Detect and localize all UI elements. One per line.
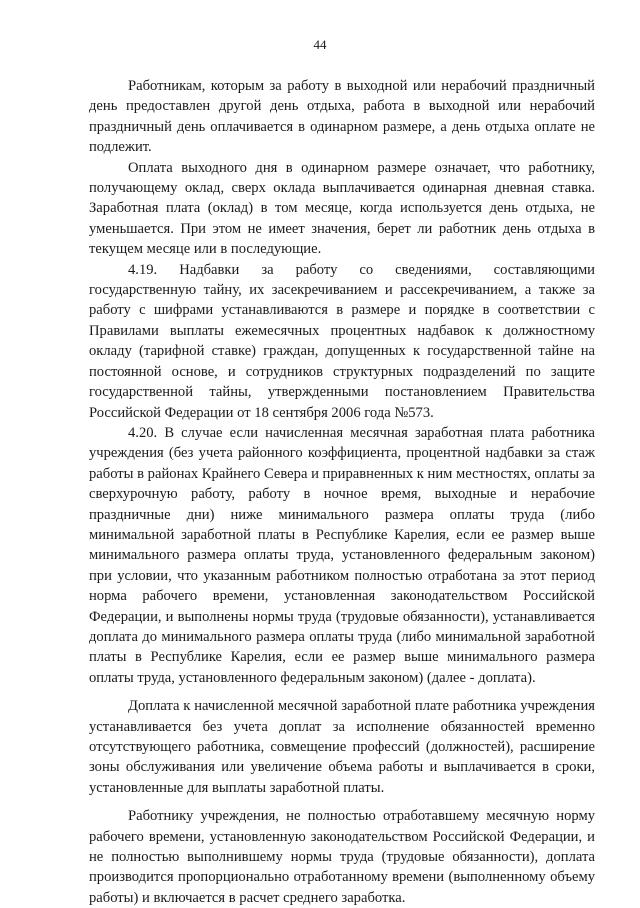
page-number: 44 <box>313 37 327 52</box>
paragraph-clause-4-20: 4.20. В случае если начисленная месячная заработная плата работника учреждения (без учета районного коэффициента, процентной надбавки за стаж работы в районах Крайнего Севера и приравненных к ним местностях, оплаты за сверхурочную работу, работу в ночное время, выходные и нерабочие праздничные дни) ниже минимального размера оплаты труда (либо минимальной заработной платы в Республике Карелия, если ее размер выше минимального размера оплаты труда, установленного федеральным законом) при условии, что указанным работником полностью отработана за этот период норма рабочего времени, установленная законодательством Российской Федерации, и выполнены нормы труда (трудовые обязанности), устанавливается доплата до минимального размера оплаты труда (либо минимальной заработной платы в Республике Карелия, если ее размер выше минимального размера оплаты труда, установленного федеральным законом) (далее - доплата). <box>89 424 595 686</box>
paragraph-weekend-rest-day: Работникам, которым за работу в выходной или нерабочий праздничный день предоставлен другой день отдыха, работа в выходной или нерабочий праздничный день оплачивается в одинарном размере, а день отдыха оплате не подлежит. <box>89 78 595 156</box>
paragraph-weekend-single-rate: Оплата выходного дня в одинарном размере означает, что работнику, получающему оклад, сверх оклада выплачивается одинарная дневная ставка. Заработная плата (оклад) в том месяце, когда используется день отдыха, не уменьшается. При этом не имеет значения, берет ли работник день отдыха в текущем месяце или в последующие. <box>89 159 595 258</box>
document-body <box>89 76 595 908</box>
paragraph-partial-month: Работнику учреждения, не полностью отработавшему месячную норму рабочего времени, установленную законодательством Российской Федерации, и не полностью выполнившему нормы труда (трудовые обязанности), доплата производится пропорционально отработанному времени (выполненному объему работы) и включается в расчет среднего заработка. <box>89 808 595 906</box>
paragraph-supplement-rules: Доплата к начисленной месячной заработной плате работника учреждения устанавливается без учета доплат за исполнение обязанностей временно отсутствующего работника, совмещение профессий (должностей), расширение зоны обслуживания или увеличение объема работы и выплачивается в сроки, установленные для выплаты заработной платы. <box>89 698 595 796</box>
paragraph-clause-4-19: 4.19. Надбавки за работу со сведениями, составляющими государственную тайну, их засекречиванием и рассекречиванием, а также за работу с шифрами устанавливаются в размере и порядке в соответствии с Правилами выплаты ежемесячных процентных надбавок к должностному окладу (тарифной ставке) граждан, допущенных к государственной тайне на постоянной основе, и сотрудников структурных подразделений по защите государственной тайны, утвержденными постановлением Правительства Российской Федерации от 18 сентября 2006 года №573. <box>89 261 595 421</box>
